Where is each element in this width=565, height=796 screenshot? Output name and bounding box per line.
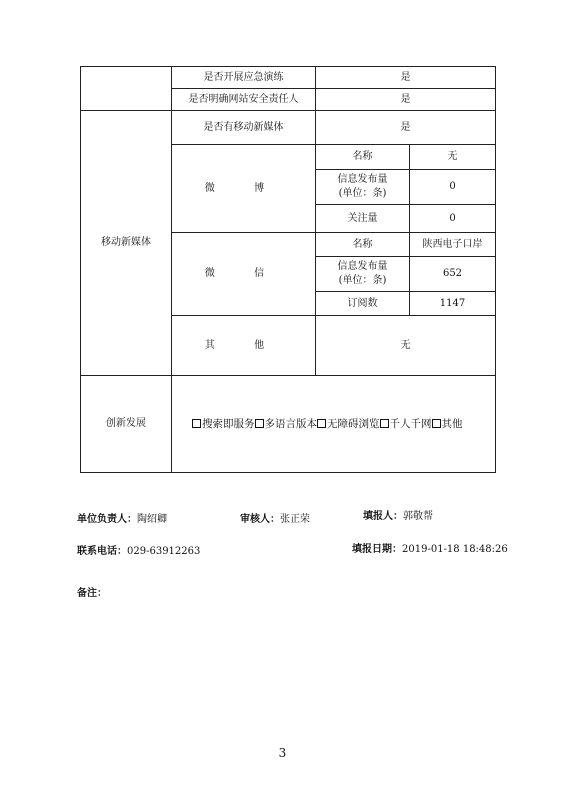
option-label: 多语言版本 <box>264 418 317 430</box>
weibo-posts-label-line2: (单位：条) <box>338 188 387 199</box>
option-label: 千人千网 <box>389 418 432 430</box>
security-officer-label: 是否明确网站安全责任人 <box>172 89 316 111</box>
weibo-name-value: 无 <box>410 145 496 170</box>
reviewer <box>240 510 310 525</box>
security-officer-value: 是 <box>316 89 496 111</box>
filler-value: 郭敬帮 <box>403 511 433 522</box>
other-media-value: 无 <box>316 316 496 376</box>
checkbox-icon[interactable] <box>192 419 201 428</box>
mobile-media-section-label: 移动新媒体 <box>81 111 172 376</box>
checkbox-icon[interactable] <box>432 419 441 428</box>
weibo-posts-value: 0 <box>410 170 496 205</box>
option-search-service[interactable] <box>192 418 255 430</box>
option-other[interactable] <box>432 418 463 430</box>
checkbox-icon[interactable] <box>317 419 326 428</box>
unit-head-value: 陶绍卿 <box>137 514 167 525</box>
wechat-subscribers-label: 订阅数 <box>316 292 410 316</box>
blank-section-cell <box>81 67 172 111</box>
remarks-label: 备注： <box>77 588 107 599</box>
weibo-posts-label-line1: 信息发布量 <box>337 174 388 185</box>
innovation-label: 创新发展 <box>81 376 172 473</box>
emergency-drill-label: 是否开展应急演练 <box>172 67 316 89</box>
innovation-options <box>172 376 496 473</box>
option-personalized[interactable] <box>380 418 432 430</box>
option-label: 其他 <box>441 418 463 430</box>
unit-head-label: 单位负责人： <box>77 514 137 525</box>
option-label: 搜索即服务 <box>202 418 255 430</box>
option-label: 无障碍浏览 <box>327 418 380 430</box>
option-accessibility[interactable] <box>317 418 380 430</box>
filler-label: 填报人： <box>363 511 403 522</box>
date-value: 2019-01-18 18:48:26 <box>402 544 508 555</box>
emergency-drill-value: 是 <box>316 67 496 89</box>
wechat-subscribers-value: 1147 <box>410 292 496 316</box>
weibo-label: 微 博 <box>172 145 316 233</box>
contact-phone <box>77 542 200 557</box>
weibo-name-label: 名称 <box>316 145 410 170</box>
reviewer-value: 张正荣 <box>280 514 310 525</box>
wechat-name-value: 陕西电子口岸 <box>410 233 496 257</box>
wechat-posts-label-line1: 信息发布量 <box>337 261 388 272</box>
checkbox-icon[interactable] <box>380 419 389 428</box>
has-mobile-media-value: 是 <box>316 111 496 145</box>
option-multilingual[interactable] <box>255 418 318 430</box>
reviewer-label: 审核人： <box>240 514 280 525</box>
unit-head <box>77 510 167 525</box>
wechat-posts-label <box>316 257 410 292</box>
wechat-name-label: 名称 <box>316 233 410 257</box>
weibo-followers-value: 0 <box>410 205 496 233</box>
page-number: 3 <box>278 746 287 760</box>
checkbox-icon[interactable] <box>255 419 264 428</box>
weibo-posts-label <box>316 170 410 205</box>
date-label: 填报日期： <box>352 544 402 555</box>
remarks <box>77 584 107 599</box>
phone-label: 联系电话： <box>77 546 127 557</box>
filler <box>363 507 433 522</box>
phone-value: 029-63912263 <box>127 546 201 557</box>
wechat-label: 微 信 <box>172 233 316 316</box>
wechat-posts-label-line2: (单位：条) <box>338 275 387 286</box>
report-table <box>80 66 496 473</box>
wechat-posts-value: 652 <box>410 257 496 292</box>
weibo-followers-label: 关注量 <box>316 205 410 233</box>
has-mobile-media-label: 是否有移动新媒体 <box>172 111 316 145</box>
other-media-label: 其 他 <box>172 316 316 376</box>
fill-date <box>352 540 508 555</box>
